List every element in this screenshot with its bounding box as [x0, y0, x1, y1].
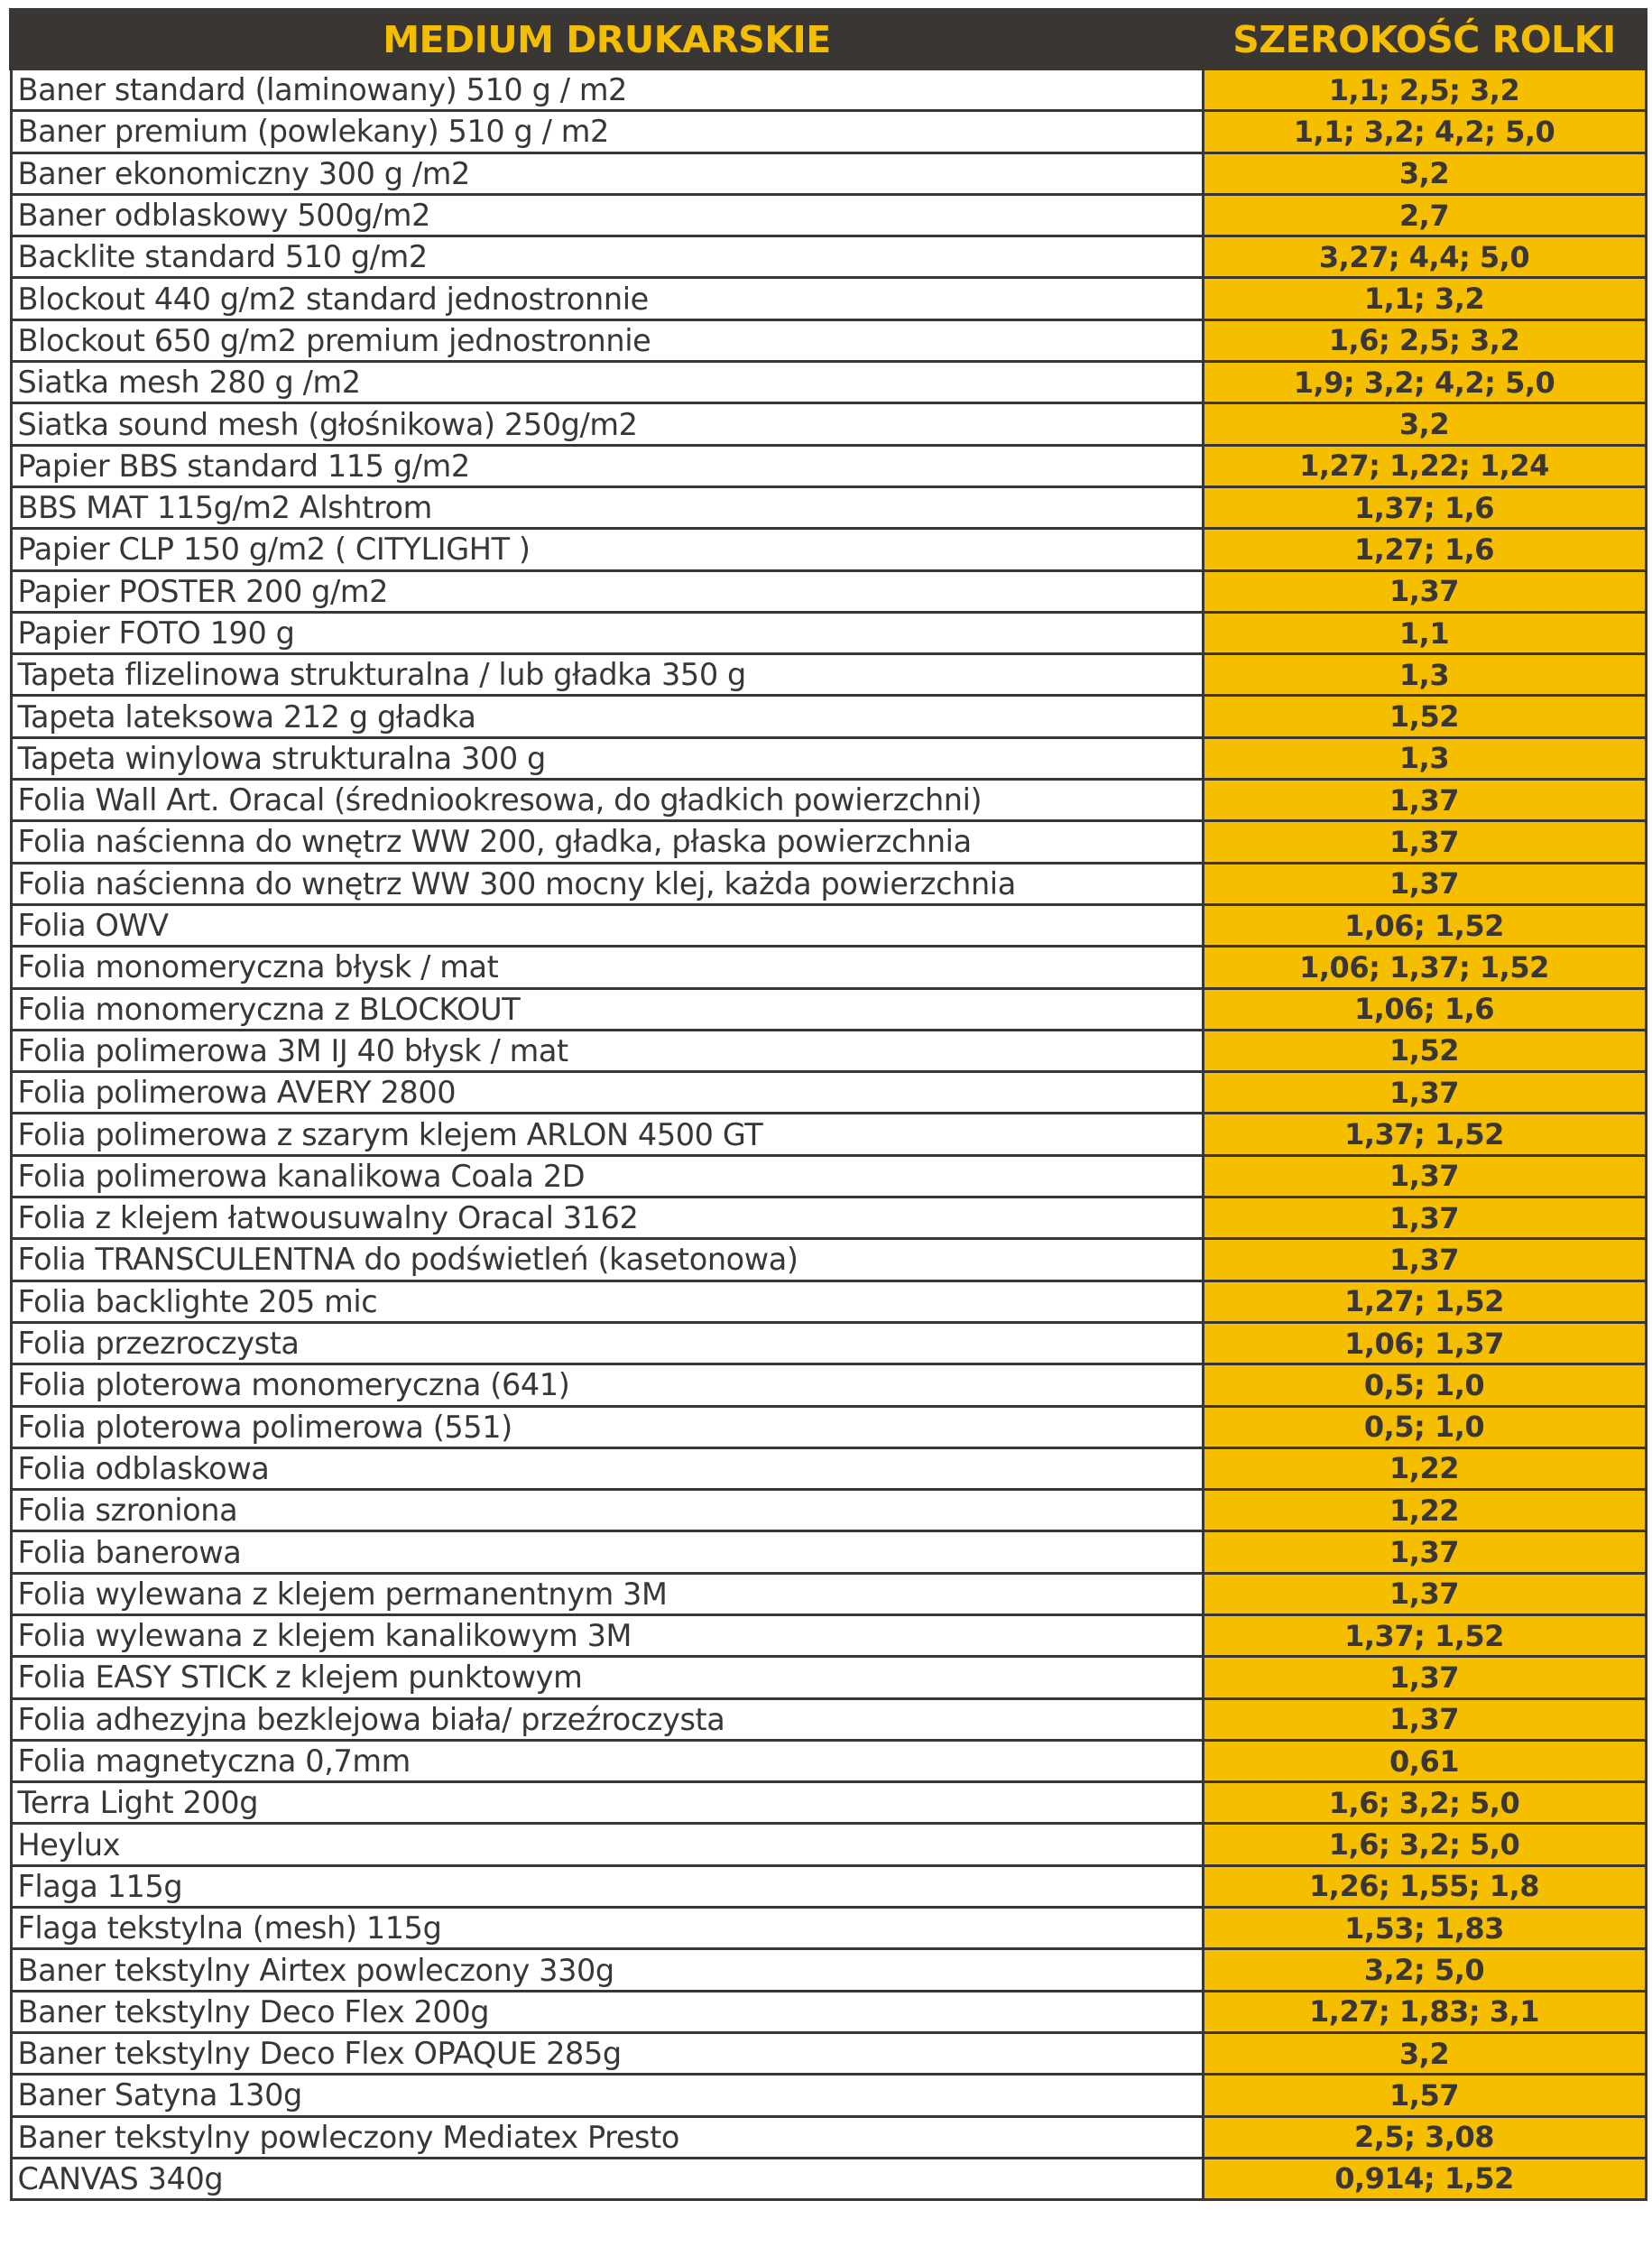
- medium-name-cell: Folia naścienna do wnętrz WW 300 mocny klej, każda powierzchnia: [11, 863, 1203, 904]
- table-row: [11, 1155, 1646, 1197]
- roll-width-cell: 1,6; 3,2; 5,0: [1203, 1782, 1646, 1824]
- table-row: [11, 1239, 1646, 1281]
- roll-width-cell: 3,2; 5,0: [1203, 1949, 1646, 1991]
- table-row: [11, 821, 1646, 863]
- medium-name-cell: Blockout 440 g/m2 standard jednostronnie: [11, 278, 1203, 319]
- roll-width-cell: 0,5; 1,0: [1203, 1406, 1646, 1447]
- roll-width-cell: 1,3: [1203, 654, 1646, 696]
- medium-name-cell: Heylux: [11, 1824, 1203, 1865]
- roll-width-cell: 1,37; 1,6: [1203, 486, 1646, 528]
- roll-width-cell: 3,2: [1203, 153, 1646, 194]
- table-row: [11, 236, 1646, 278]
- table-row: [11, 1531, 1646, 1573]
- roll-width-cell: 2,7: [1203, 194, 1646, 236]
- medium-name-cell: Folia monomeryczna błysk / mat: [11, 947, 1203, 988]
- medium-name-cell: Backlite standard 510 g/m2: [11, 236, 1203, 278]
- roll-width-cell: 1,52: [1203, 696, 1646, 737]
- medium-name-cell: Tapeta flizelinowa strukturalna / lub gładka 350 g: [11, 654, 1203, 696]
- table-row: [11, 947, 1646, 988]
- table-row: [11, 2075, 1646, 2116]
- header-roll-width: SZEROKOŚĆ ROLKI: [1203, 10, 1646, 69]
- roll-width-cell: 1,26; 1,55; 1,8: [1203, 1865, 1646, 1907]
- medium-name-cell: Terra Light 200g: [11, 1782, 1203, 1824]
- roll-width-cell: 1,37: [1203, 821, 1646, 863]
- table-row: [11, 2116, 1646, 2158]
- medium-name-cell: Folia ploterowa polimerowa (551): [11, 1406, 1203, 1447]
- table-row: [11, 1614, 1646, 1656]
- roll-width-cell: 1,22: [1203, 1490, 1646, 1531]
- roll-width-cell: 0,914; 1,52: [1203, 2158, 1646, 2199]
- medium-name-cell: Baner tekstylny Airtex powleczony 330g: [11, 1949, 1203, 1991]
- table-row: [11, 486, 1646, 528]
- roll-width-cell: 0,61: [1203, 1740, 1646, 1781]
- medium-name-cell: Siatka mesh 280 g /m2: [11, 362, 1203, 403]
- medium-name-cell: Siatka sound mesh (głośnikowa) 250g/m2: [11, 403, 1203, 445]
- table-header: [11, 10, 1646, 69]
- medium-name-cell: Folia polimerowa AVERY 2800: [11, 1072, 1203, 1114]
- medium-name-cell: Baner tekstylny Deco Flex 200g: [11, 1991, 1203, 2032]
- roll-width-cell: 1,1; 2,5; 3,2: [1203, 69, 1646, 111]
- table-row: [11, 737, 1646, 779]
- table-row: [11, 1657, 1646, 1698]
- roll-width-cell: 1,37; 1,52: [1203, 1614, 1646, 1656]
- roll-width-cell: 1,1; 3,2: [1203, 278, 1646, 319]
- table-row: [11, 1072, 1646, 1114]
- table-row: [11, 1740, 1646, 1781]
- roll-width-cell: 1,27; 1,83; 3,1: [1203, 1991, 1646, 2032]
- medium-name-cell: Baner ekonomiczny 300 g /m2: [11, 153, 1203, 194]
- medium-name-cell: BBS MAT 115g/m2 Alshtrom: [11, 486, 1203, 528]
- roll-width-cell: 1,1: [1203, 612, 1646, 653]
- medium-name-cell: Folia magnetyczna 0,7mm: [11, 1740, 1203, 1781]
- roll-width-cell: 1,52: [1203, 1030, 1646, 1071]
- table-row: [11, 1824, 1646, 1865]
- medium-name-cell: Folia banerowa: [11, 1531, 1203, 1573]
- table-row: [11, 1030, 1646, 1071]
- medium-name-cell: Folia wylewana z klejem kanalikowym 3M: [11, 1614, 1203, 1656]
- roll-width-cell: 1,1; 3,2; 4,2; 5,0: [1203, 111, 1646, 153]
- medium-name-cell: Folia OWV: [11, 904, 1203, 946]
- roll-width-cell: 1,37: [1203, 863, 1646, 904]
- table-row: [11, 1197, 1646, 1239]
- roll-width-cell: 1,3: [1203, 737, 1646, 779]
- roll-width-cell: 1,37; 1,52: [1203, 1114, 1646, 1155]
- medium-name-cell: Baner Satyna 130g: [11, 2075, 1203, 2116]
- table-row: [11, 278, 1646, 319]
- medium-name-cell: Folia polimerowa 3M IJ 40 błysk / mat: [11, 1030, 1203, 1071]
- roll-width-cell: 1,27; 1,52: [1203, 1281, 1646, 1322]
- roll-width-cell: 1,57: [1203, 2075, 1646, 2116]
- table-row: [11, 863, 1646, 904]
- medium-name-cell: Folia polimerowa kanalikowa Coala 2D: [11, 1155, 1203, 1197]
- roll-width-cell: 1,06; 1,52: [1203, 904, 1646, 946]
- table-row: [11, 1991, 1646, 2032]
- table-row: [11, 1447, 1646, 1489]
- medium-name-cell: Folia ploterowa monomeryczna (641): [11, 1364, 1203, 1406]
- medium-name-cell: Baner odblaskowy 500g/m2: [11, 194, 1203, 236]
- roll-width-cell: 3,2: [1203, 403, 1646, 445]
- medium-name-cell: Tapeta lateksowa 212 g gładka: [11, 696, 1203, 737]
- media-table: [9, 8, 1647, 2201]
- medium-name-cell: Blockout 650 g/m2 premium jednostronnie: [11, 319, 1203, 361]
- roll-width-cell: 1,53; 1,83: [1203, 1908, 1646, 1949]
- table-row: [11, 2158, 1646, 2199]
- roll-width-cell: 1,37: [1203, 1657, 1646, 1698]
- medium-name-cell: Baner standard (laminowany) 510 g / m2: [11, 69, 1203, 111]
- roll-width-cell: 2,5; 3,08: [1203, 2116, 1646, 2158]
- table-row: [11, 904, 1646, 946]
- table-body: [11, 69, 1646, 2200]
- roll-width-cell: 1,37: [1203, 570, 1646, 612]
- roll-width-cell: 1,37: [1203, 1197, 1646, 1239]
- header-medium: MEDIUM DRUKARSKIE: [11, 10, 1203, 69]
- table-row: [11, 570, 1646, 612]
- table-row: [11, 69, 1646, 111]
- medium-name-cell: Folia polimerowa z szarym klejem ARLON 4500 GT: [11, 1114, 1203, 1155]
- table-row: [11, 1949, 1646, 1991]
- medium-name-cell: Folia backlighte 205 mic: [11, 1281, 1203, 1322]
- medium-name-cell: Folia Wall Art. Oracal (średniookresowa, do gładkich powierzchni): [11, 780, 1203, 821]
- table-row: [11, 445, 1646, 486]
- medium-name-cell: Baner tekstylny powleczony Mediatex Presto: [11, 2116, 1203, 2158]
- table-row: [11, 1573, 1646, 1614]
- table-row: [11, 1114, 1646, 1155]
- roll-width-cell: 0,5; 1,0: [1203, 1364, 1646, 1406]
- roll-width-cell: 1,37: [1203, 1239, 1646, 1281]
- medium-name-cell: Tapeta winylowa strukturalna 300 g: [11, 737, 1203, 779]
- roll-width-cell: 1,37: [1203, 1072, 1646, 1114]
- table-row: [11, 654, 1646, 696]
- table-row: [11, 2032, 1646, 2074]
- medium-name-cell: Papier FOTO 190 g: [11, 612, 1203, 653]
- roll-width-cell: 1,27; 1,6: [1203, 529, 1646, 570]
- table-row: [11, 153, 1646, 194]
- medium-name-cell: Flaga 115g: [11, 1865, 1203, 1907]
- medium-name-cell: Folia TRANSCULENTNA do podświetleń (kasetonowa): [11, 1239, 1203, 1281]
- table-row: [11, 1865, 1646, 1907]
- medium-name-cell: CANVAS 340g: [11, 2158, 1203, 2199]
- roll-width-cell: 3,27; 4,4; 5,0: [1203, 236, 1646, 278]
- medium-name-cell: Folia naścienna do wnętrz WW 200, gładka, płaska powierzchnia: [11, 821, 1203, 863]
- roll-width-cell: 1,37: [1203, 1531, 1646, 1573]
- table-row: [11, 696, 1646, 737]
- roll-width-cell: 1,22: [1203, 1447, 1646, 1489]
- medium-name-cell: Folia z klejem łatwousuwalny Oracal 3162: [11, 1197, 1203, 1239]
- header-row: [11, 10, 1646, 69]
- medium-name-cell: Baner tekstylny Deco Flex OPAQUE 285g: [11, 2032, 1203, 2074]
- table-row: [11, 403, 1646, 445]
- table-row: [11, 1281, 1646, 1322]
- table-row: [11, 1908, 1646, 1949]
- roll-width-cell: 1,06; 1,37: [1203, 1322, 1646, 1364]
- table-row: [11, 780, 1646, 821]
- roll-width-cell: 1,37: [1203, 1573, 1646, 1614]
- table-row: [11, 319, 1646, 361]
- medium-name-cell: Folia EASY STICK z klejem punktowym: [11, 1657, 1203, 1698]
- roll-width-cell: 1,37: [1203, 780, 1646, 821]
- table-row: [11, 1322, 1646, 1364]
- medium-name-cell: Papier BBS standard 115 g/m2: [11, 445, 1203, 486]
- medium-name-cell: Folia adhezyjna bezklejowa biała/ przeźroczysta: [11, 1698, 1203, 1740]
- roll-width-cell: 1,6; 3,2; 5,0: [1203, 1824, 1646, 1865]
- table-row: [11, 988, 1646, 1030]
- medium-name-cell: Baner premium (powlekany) 510 g / m2: [11, 111, 1203, 153]
- medium-name-cell: Folia przezroczysta: [11, 1322, 1203, 1364]
- medium-name-cell: Folia monomeryczna z BLOCKOUT: [11, 988, 1203, 1030]
- roll-width-cell: 1,06; 1,37; 1,52: [1203, 947, 1646, 988]
- medium-name-cell: Flaga tekstylna (mesh) 115g: [11, 1908, 1203, 1949]
- table-row: [11, 529, 1646, 570]
- medium-name-cell: Folia odblaskowa: [11, 1447, 1203, 1489]
- roll-width-cell: 1,27; 1,22; 1,24: [1203, 445, 1646, 486]
- roll-width-cell: 1,37: [1203, 1155, 1646, 1197]
- table-row: [11, 1490, 1646, 1531]
- table-row: [11, 111, 1646, 153]
- table-row: [11, 362, 1646, 403]
- table-row: [11, 1364, 1646, 1406]
- roll-width-cell: 1,37: [1203, 1698, 1646, 1740]
- medium-name-cell: Folia szroniona: [11, 1490, 1203, 1531]
- roll-width-cell: 1,06; 1,6: [1203, 988, 1646, 1030]
- medium-name-cell: Folia wylewana z klejem permanentnym 3M: [11, 1573, 1203, 1614]
- roll-width-cell: 1,6; 2,5; 3,2: [1203, 319, 1646, 361]
- table-row: [11, 1698, 1646, 1740]
- table-row: [11, 194, 1646, 236]
- table-row: [11, 612, 1646, 653]
- medium-name-cell: Papier CLP 150 g/m2 ( CITYLIGHT ): [11, 529, 1203, 570]
- table-row: [11, 1782, 1646, 1824]
- roll-width-cell: 1,9; 3,2; 4,2; 5,0: [1203, 362, 1646, 403]
- table-row: [11, 1406, 1646, 1447]
- roll-width-cell: 3,2: [1203, 2032, 1646, 2074]
- medium-name-cell: Papier POSTER 200 g/m2: [11, 570, 1203, 612]
